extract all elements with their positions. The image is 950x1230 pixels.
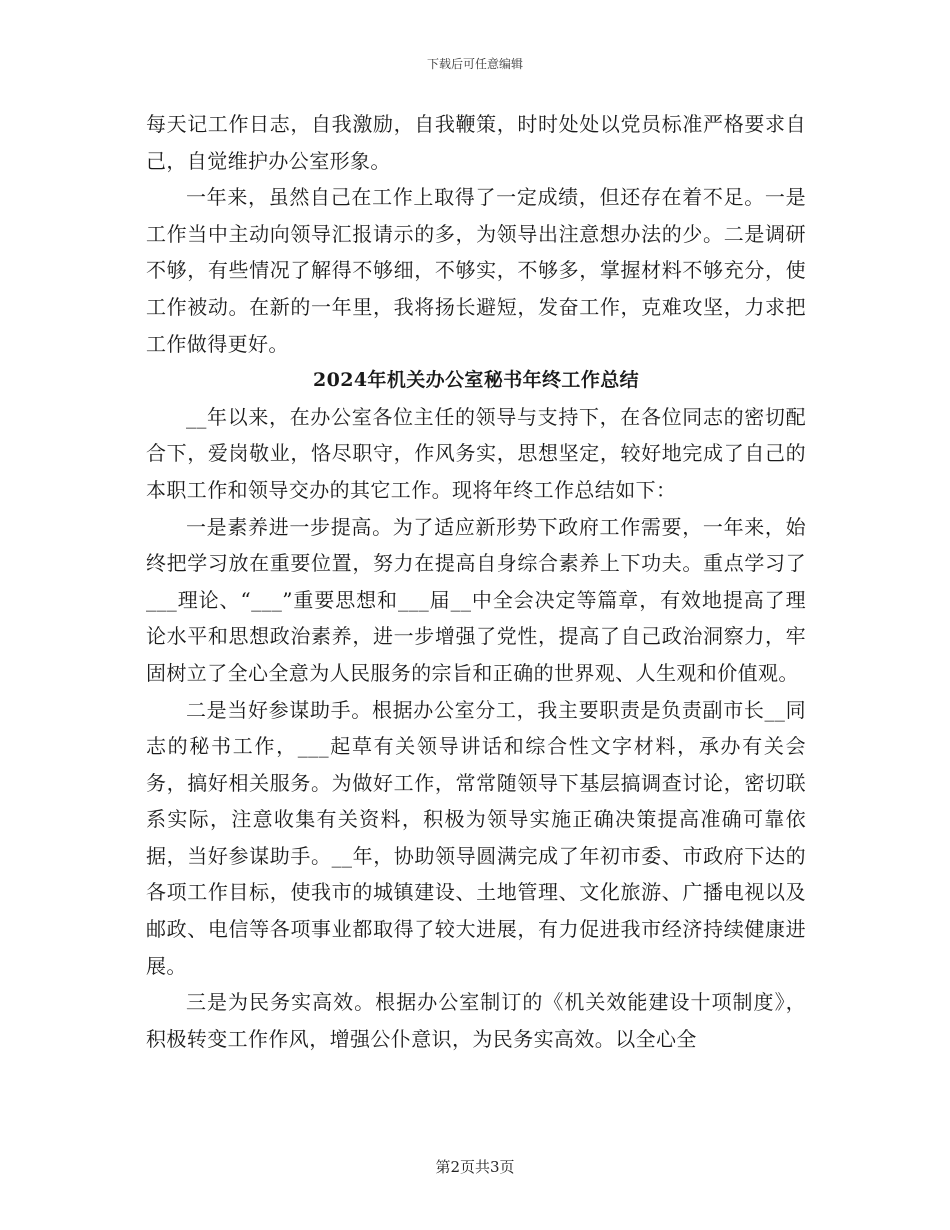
paragraph: 二是当好参谋助手。根据办公室分工，我主要职责是负责副市长__同志的秘书工作，___起草有关领导讲话和综合性文字材料，承办有关会务，搞好相关服务。为做好工作，常常随领导下基层搞调查讨论，密切联系实际，注意收集有关资料，积极为领导实施正确决策提高准确可靠依据，当好参谋助手。__年，协助领导圆满完成了年初市委、市政府下达的各项工作目标，使我市的城镇建设、土地管理、文化旅游、广播电视以及邮政、电信等各项事业都取得了较大进展，有力促进我市经济持续健康进展。 bbox=[146, 697, 806, 978]
paragraph: 三是为民务实高效。根据办公室制订的《机关效能建设十项制度》，积极转变工作作风，增强公仆意识，为民务实高效。以全心全 bbox=[146, 990, 806, 1051]
paragraph: __年以来，在办公室各位主任的领导与支持下，在各位同志的密切配合下，爱岗敬业，恪尽职守，作风务实，思想坚定，较好地完成了自己的本职工作和领导交办的其它工作。现将年终工作总结如下： bbox=[146, 404, 806, 502]
paragraph: 每天记工作日志，自我激励，自我鞭策，时时处处以党员标准严格要求自己，自觉维护办公室形象。 bbox=[146, 112, 806, 173]
page-header-note: 下载后可任意编辑 bbox=[426, 57, 523, 71]
section-title: 2024年机关办公室秘书年终工作总结 bbox=[312, 369, 640, 392]
page-number: 第2页共3页 bbox=[435, 1158, 515, 1176]
document-body bbox=[146, 106, 806, 1057]
paragraph: 一年来，虽然自己在工作上取得了一定成绩，但还存在着不足。一是工作当中主动向领导汇报请示的多，为领导出注意想办法的少。二是调研不够，有些情况了解得不够细，不够实，不够多，掌握材料不够充分，使工作被动。在新的一年里，我将扬长避短，发奋工作，克难攻坚，力求把工作做得更好。 bbox=[146, 185, 806, 356]
paragraph: 一是素养进一步提高。为了适应新形势下政府工作需要，一年来，始终把学习放在重要位置，努力在提高自身综合素养上下功夫。重点学习了___理论、“___”重要思想和___届__中全会决定等篇章，有效地提高了理论水平和思想政治素养，进一步增强了党性，提高了自己政治洞察力，牢固树立了全心全意为人民服务的宗旨和正确的世界观、人生观和价值观。 bbox=[146, 514, 806, 685]
